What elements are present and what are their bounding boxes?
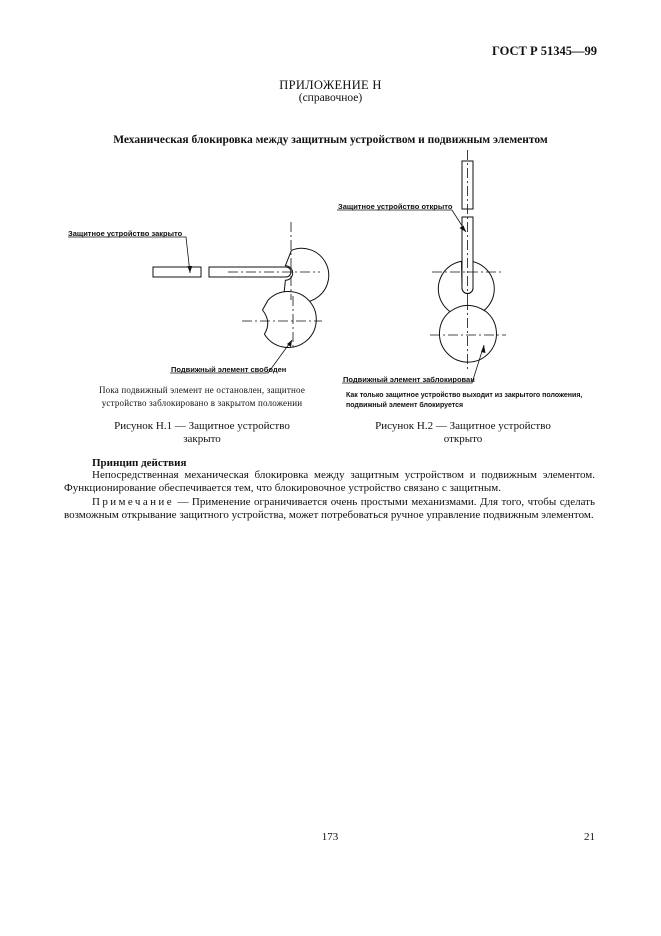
main-title: Механическая блокировка между защитным устройством и подвижным элементом bbox=[113, 134, 548, 146]
figure-2-caption-line: подвижный элемент блокируется bbox=[346, 402, 464, 409]
figure-2-title bbox=[352, 420, 574, 446]
figure-1-title bbox=[92, 420, 312, 446]
figure-1-caption bbox=[82, 384, 322, 410]
note-paragraph bbox=[64, 496, 595, 523]
moving-element-disc bbox=[439, 305, 496, 362]
figure-2-title-line: открыто bbox=[443, 433, 483, 445]
figure-2-guard-label: Защитное устройство открыто bbox=[338, 202, 453, 211]
appendix-subtitle: (справочное) bbox=[298, 92, 363, 104]
principle-paragraph: Непосредственная механическая блокировка между защитным устройством и подвижным элементом. Функционирование обеспечивается тем, что блокировочное устройство связано с защитным. bbox=[64, 469, 595, 495]
figure-1-element-label: Подвижный элемент свободен bbox=[171, 365, 287, 374]
appendix-title: ПРИЛОЖЕНИЕ Н bbox=[279, 78, 382, 92]
principle-heading: Принцип действия bbox=[92, 457, 187, 469]
figure-1-caption-line: Пока подвижный элемент не остановлен, защитное bbox=[98, 385, 306, 395]
note-label: Примечание bbox=[92, 496, 174, 508]
page-number-right: 21 bbox=[584, 831, 595, 843]
figure-1-caption-line: устройство заблокировано в закрытом положении bbox=[101, 398, 303, 408]
standard-code: ГОСТ Р 51345—99 bbox=[491, 44, 597, 58]
figure-2-element-label: Подвижный элемент заблокирован bbox=[343, 375, 475, 384]
note-text: — Применение ограничивается очень простыми механизмами. Для того, чтобы сделать возможным открывание защитного устройства, может потребоваться ручное управление подвижным элементом. bbox=[64, 496, 595, 522]
figure-2-caption bbox=[346, 391, 582, 411]
figure-1-title-line: закрыто bbox=[183, 433, 221, 445]
figure-1-guard-label: Защитное устройство закрыто bbox=[68, 229, 183, 238]
figure-1-title-line: Рисунок Н.1 — Защитное устройство bbox=[114, 420, 290, 432]
page-number-left: 173 bbox=[321, 831, 339, 843]
figure-2-caption-line: Как только защитное устройство выходит из закрытого положения, bbox=[346, 392, 583, 399]
figure-2-title-line: Рисунок Н.2 — Защитное устройство bbox=[375, 420, 551, 432]
